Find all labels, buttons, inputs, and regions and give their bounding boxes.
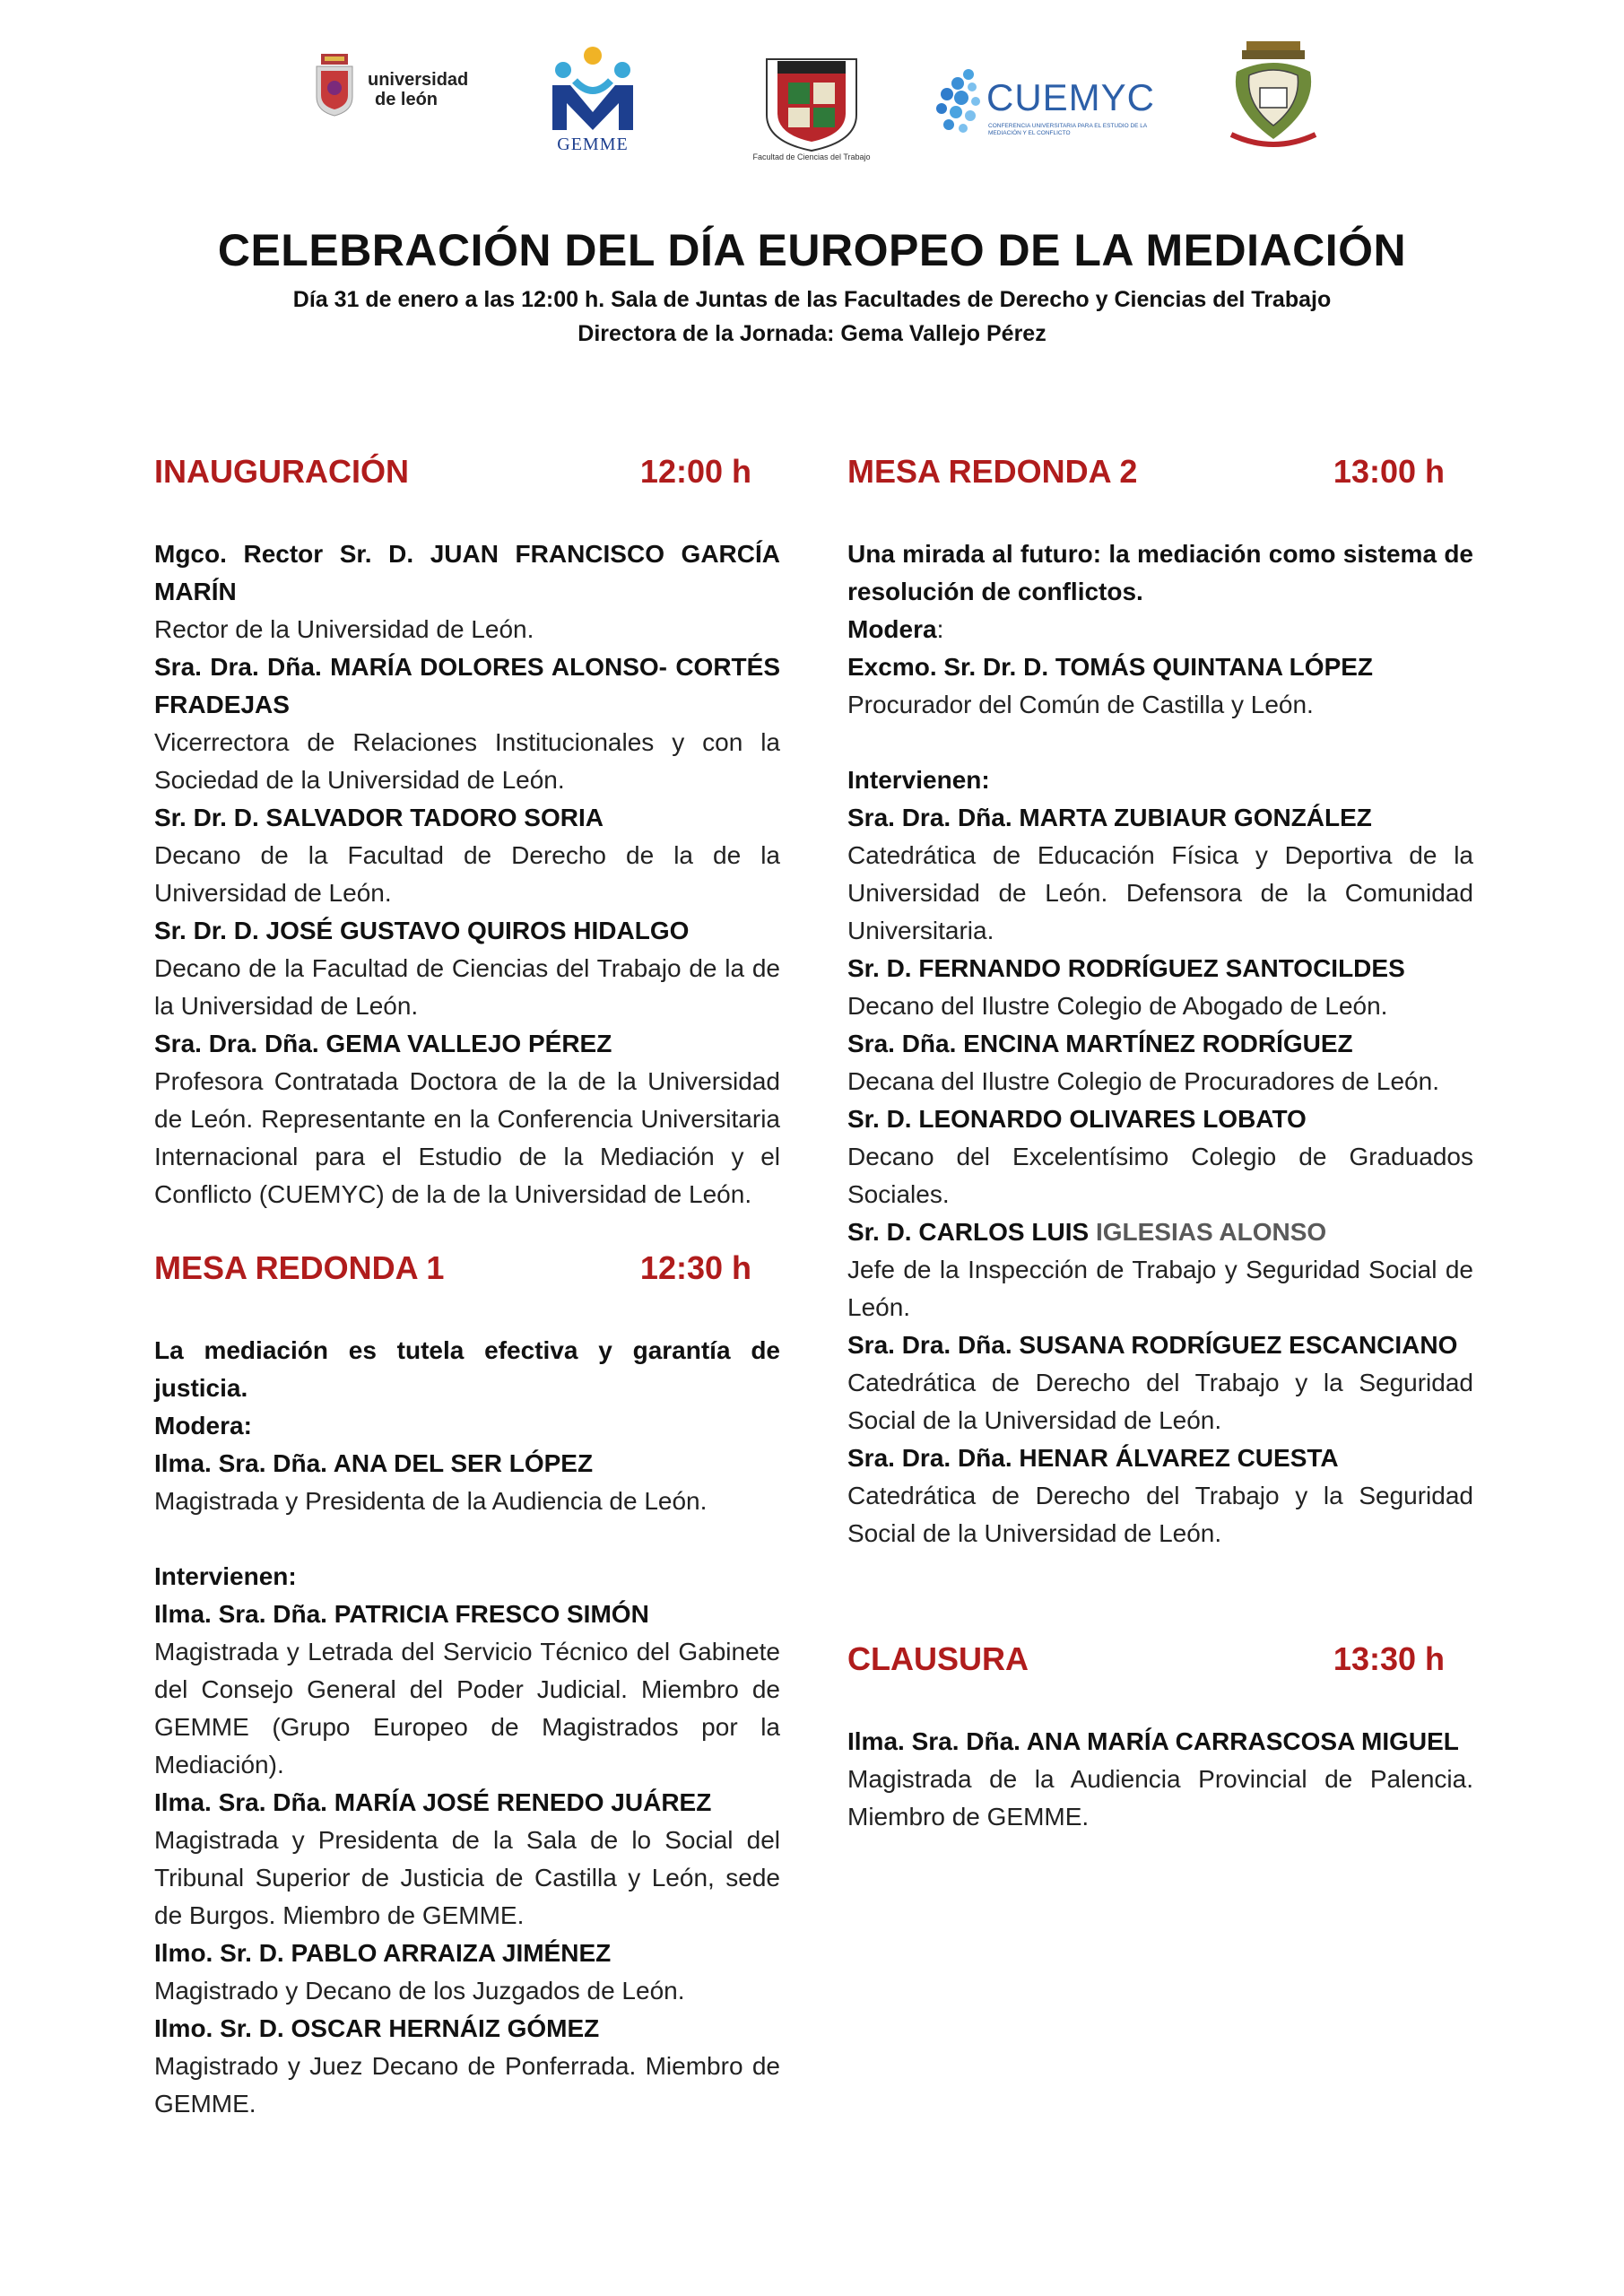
moderator-label: Modera xyxy=(847,615,937,643)
speaker-name: Mgco. Rector Sr. D. JUAN FRANCISCO GARCÍA MARÍN xyxy=(154,540,780,605)
page-title: CELEBRACIÓN DEL DÍA EUROPEO DE LA MEDIACIÓN xyxy=(217,225,1407,275)
ul-line2: de león xyxy=(375,90,439,109)
speakers-label: Intervienen: xyxy=(154,1562,297,1590)
speaker-role: Catedrática de Derecho del Trabajo y la Seguridad Social de la Universidad de León. xyxy=(847,1482,1473,1547)
event-details: Día 31 de enero a las 12:00 h. Sala de Juntas de las Facultades de Derecho y Ciencias del Trabajo xyxy=(292,287,1332,312)
section-time: 12:30 h xyxy=(639,1249,751,1286)
section-title: CLAUSURA xyxy=(847,1640,1029,1677)
fct-crest-icon xyxy=(758,52,865,152)
cuemyc-logo xyxy=(933,58,1157,148)
moderator-name: Ilma. Sra. Dña. ANA DEL SER LÓPEZ xyxy=(154,1449,594,1477)
left-column xyxy=(154,453,780,2123)
section-time: 12:00 h xyxy=(639,453,751,490)
speaker-name: Sra. Dra. Dña. MARTA ZUBIAUR GONZÁLEZ xyxy=(847,804,1372,831)
speaker-role: Rector de la Universidad de León. xyxy=(154,615,534,643)
ul-line1: universidad xyxy=(368,70,469,90)
speaker-role: Profesora Contratada Doctora de la de la Universidad de León. Representante en la Conferencia Universitaria Internacional para el Estudio de la Mediación y el Conflicto (CUEMYC) de la de la Universidad de León. xyxy=(154,1067,780,1208)
speaker-name: Ilma. Sra. Dña. PATRICIA FRESCO SIMÓN xyxy=(154,1600,649,1628)
universidad-leon-wordmark xyxy=(368,70,468,109)
leon-shield-icon xyxy=(314,54,355,117)
moderator-label-line xyxy=(847,611,1473,648)
speaker-role: Magistrada de la Audiencia Provincial de Palencia. Miembro de GEMME. xyxy=(847,1765,1473,1831)
moderator-name: Excmo. Sr. Dr. D. TOMÁS QUINTANA LÓPEZ xyxy=(847,653,1374,681)
mesa2-heading xyxy=(847,453,1473,498)
moderator-role: Procurador del Común de Castilla y León. xyxy=(847,691,1314,718)
heraldic-seal-icon xyxy=(1224,36,1323,157)
gemme-wordmark: GEMME xyxy=(557,135,629,154)
seal-logo xyxy=(1224,36,1323,157)
speakers-label: Intervienen: xyxy=(847,766,990,794)
speaker-name-part2: IGLESIAS ALONSO xyxy=(1095,1218,1327,1246)
speaker-role: Jefe de la Inspección de Trabajo y Seguridad Social de León. xyxy=(847,1256,1473,1321)
speaker-role: Decana del Ilustre Colegio de Procuradores de León. xyxy=(847,1067,1439,1095)
moderator-colon: : xyxy=(936,615,944,643)
speaker-name: Sra. Dra. Dña. HENAR ÁLVAREZ CUESTA xyxy=(847,1444,1339,1472)
section-title: MESA REDONDA 1 xyxy=(154,1249,445,1286)
right-column xyxy=(847,453,1473,1836)
speaker-name: Sra. Dra. Dña. GEMA VALLEJO PÉREZ xyxy=(154,1030,612,1057)
speaker-name: Ilmo. Sr. D. OSCAR HERNÁIZ GÓMEZ xyxy=(154,2014,600,2042)
speaker-name: Sr. Dr. D. JOSÉ GUSTAVO QUIROS HIDALGO xyxy=(154,917,690,944)
cuemyc-dots-icon xyxy=(933,58,986,148)
speaker-name: Sra. Dra. Dña. SUSANA RODRÍGUEZ ESCANCIANO xyxy=(847,1331,1458,1359)
speaker-name: Ilmo. Sr. D. PABLO ARRAIZA JIMÉNEZ xyxy=(154,1939,612,1967)
speaker-role: Magistrado y Decano de los Juzgados de León. xyxy=(154,1977,685,2005)
speaker-name: Sra. Dña. ENCINA MARTÍNEZ RODRÍGUEZ xyxy=(847,1030,1353,1057)
cuemyc-wordmark: CUEMYC xyxy=(986,76,1156,118)
clausura-heading xyxy=(847,1640,1473,1685)
speaker-role: Decano de la Facultad de Derecho de la de la Universidad de León. xyxy=(154,841,780,907)
section-title: INAUGURACIÓN xyxy=(154,453,409,490)
speaker-role: Decano del Ilustre Colegio de Abogado de León. xyxy=(847,992,1388,1020)
cuemyc-subtitle: CONFERENCIA UNIVERSITARIA PARA EL ESTUDIO DE LA MEDIACIÓN Y EL CONFLICTO xyxy=(988,123,1147,136)
inauguracion-heading xyxy=(154,453,780,498)
speaker-role: Decano de la Facultad de Ciencias del Trabajo de la de la Universidad de León. xyxy=(154,954,780,1020)
speaker-role: Catedrática de Educación Física y Deportiva de la Universidad de León. Defensora de la Comunidad Universitaria. xyxy=(847,841,1473,944)
universidad-leon-logo xyxy=(314,54,484,135)
speaker-role: Catedrática de Derecho del Trabajo y la Seguridad Social de la Universidad de León. xyxy=(847,1369,1473,1434)
speaker-role: Magistrada y Letrada del Servicio Técnico del Gabinete del Consejo General del Poder Judicial. Miembro de GEMME (Grupo Europeo de Magistrados por la Mediación). xyxy=(154,1638,780,1779)
speaker-name: Sr. Dr. D. SALVADOR TADORO SORIA xyxy=(154,804,604,831)
mesa1-heading xyxy=(154,1249,780,1294)
gemme-logo xyxy=(543,45,642,161)
session-topic: La mediación es tutela efectiva y garantía de justicia. xyxy=(154,1336,780,1402)
speaker-role: Vicerrectora de Relaciones Institucionales y con la Sociedad de la Universidad de León. xyxy=(154,728,780,794)
moderator-role: Magistrada y Presidenta de la Audiencia de León. xyxy=(154,1487,708,1515)
session-topic: Una mirada al futuro: la mediación como sistema de resolución de conflictos. xyxy=(847,540,1473,605)
facultad-ciencias-trabajo-logo xyxy=(752,52,871,161)
speaker-name: Sr. D. LEONARDO OLIVARES LOBATO xyxy=(847,1105,1307,1133)
gemme-emblem-icon xyxy=(543,45,642,135)
event-director: Directora de la Jornada: Gema Vallejo Pérez xyxy=(578,321,1046,346)
speaker-role: Decano del Excelentísimo Colegio de Graduados Sociales. xyxy=(847,1143,1473,1208)
moderator-label: Modera: xyxy=(154,1412,252,1439)
section-title: MESA REDONDA 2 xyxy=(847,453,1138,490)
fct-caption: Facultad de Ciencias del Trabajo xyxy=(752,152,871,161)
speaker-name: Ilma. Sra. Dña. ANA MARÍA CARRASCOSA MIGUEL xyxy=(847,1727,1459,1755)
logo-bar xyxy=(0,36,1624,161)
speaker-name-part1: Sr. D. CARLOS LUIS xyxy=(847,1218,1096,1246)
speaker-role: Magistrado y Juez Decano de Ponferrada. Miembro de GEMME. xyxy=(154,2052,780,2118)
section-time: 13:00 h xyxy=(1333,453,1445,490)
speaker-name: Sr. D. FERNANDO RODRÍGUEZ SANTOCILDES xyxy=(847,954,1405,982)
speaker-role: Magistrada y Presidenta de la Sala de lo Social del Tribunal Superior de Justicia de Castilla y León, sede de Burgos. Miembro de GEMME. xyxy=(154,1826,780,1929)
section-time: 13:30 h xyxy=(1333,1640,1445,1677)
speaker-name: Ilma. Sra. Dña. MARÍA JOSÉ RENEDO JUÁREZ xyxy=(154,1788,712,1816)
speaker-name: Sra. Dra. Dña. MARÍA DOLORES ALONSO- CORTÉS FRADEJAS xyxy=(154,653,780,718)
speaker-name xyxy=(847,1213,1473,1251)
